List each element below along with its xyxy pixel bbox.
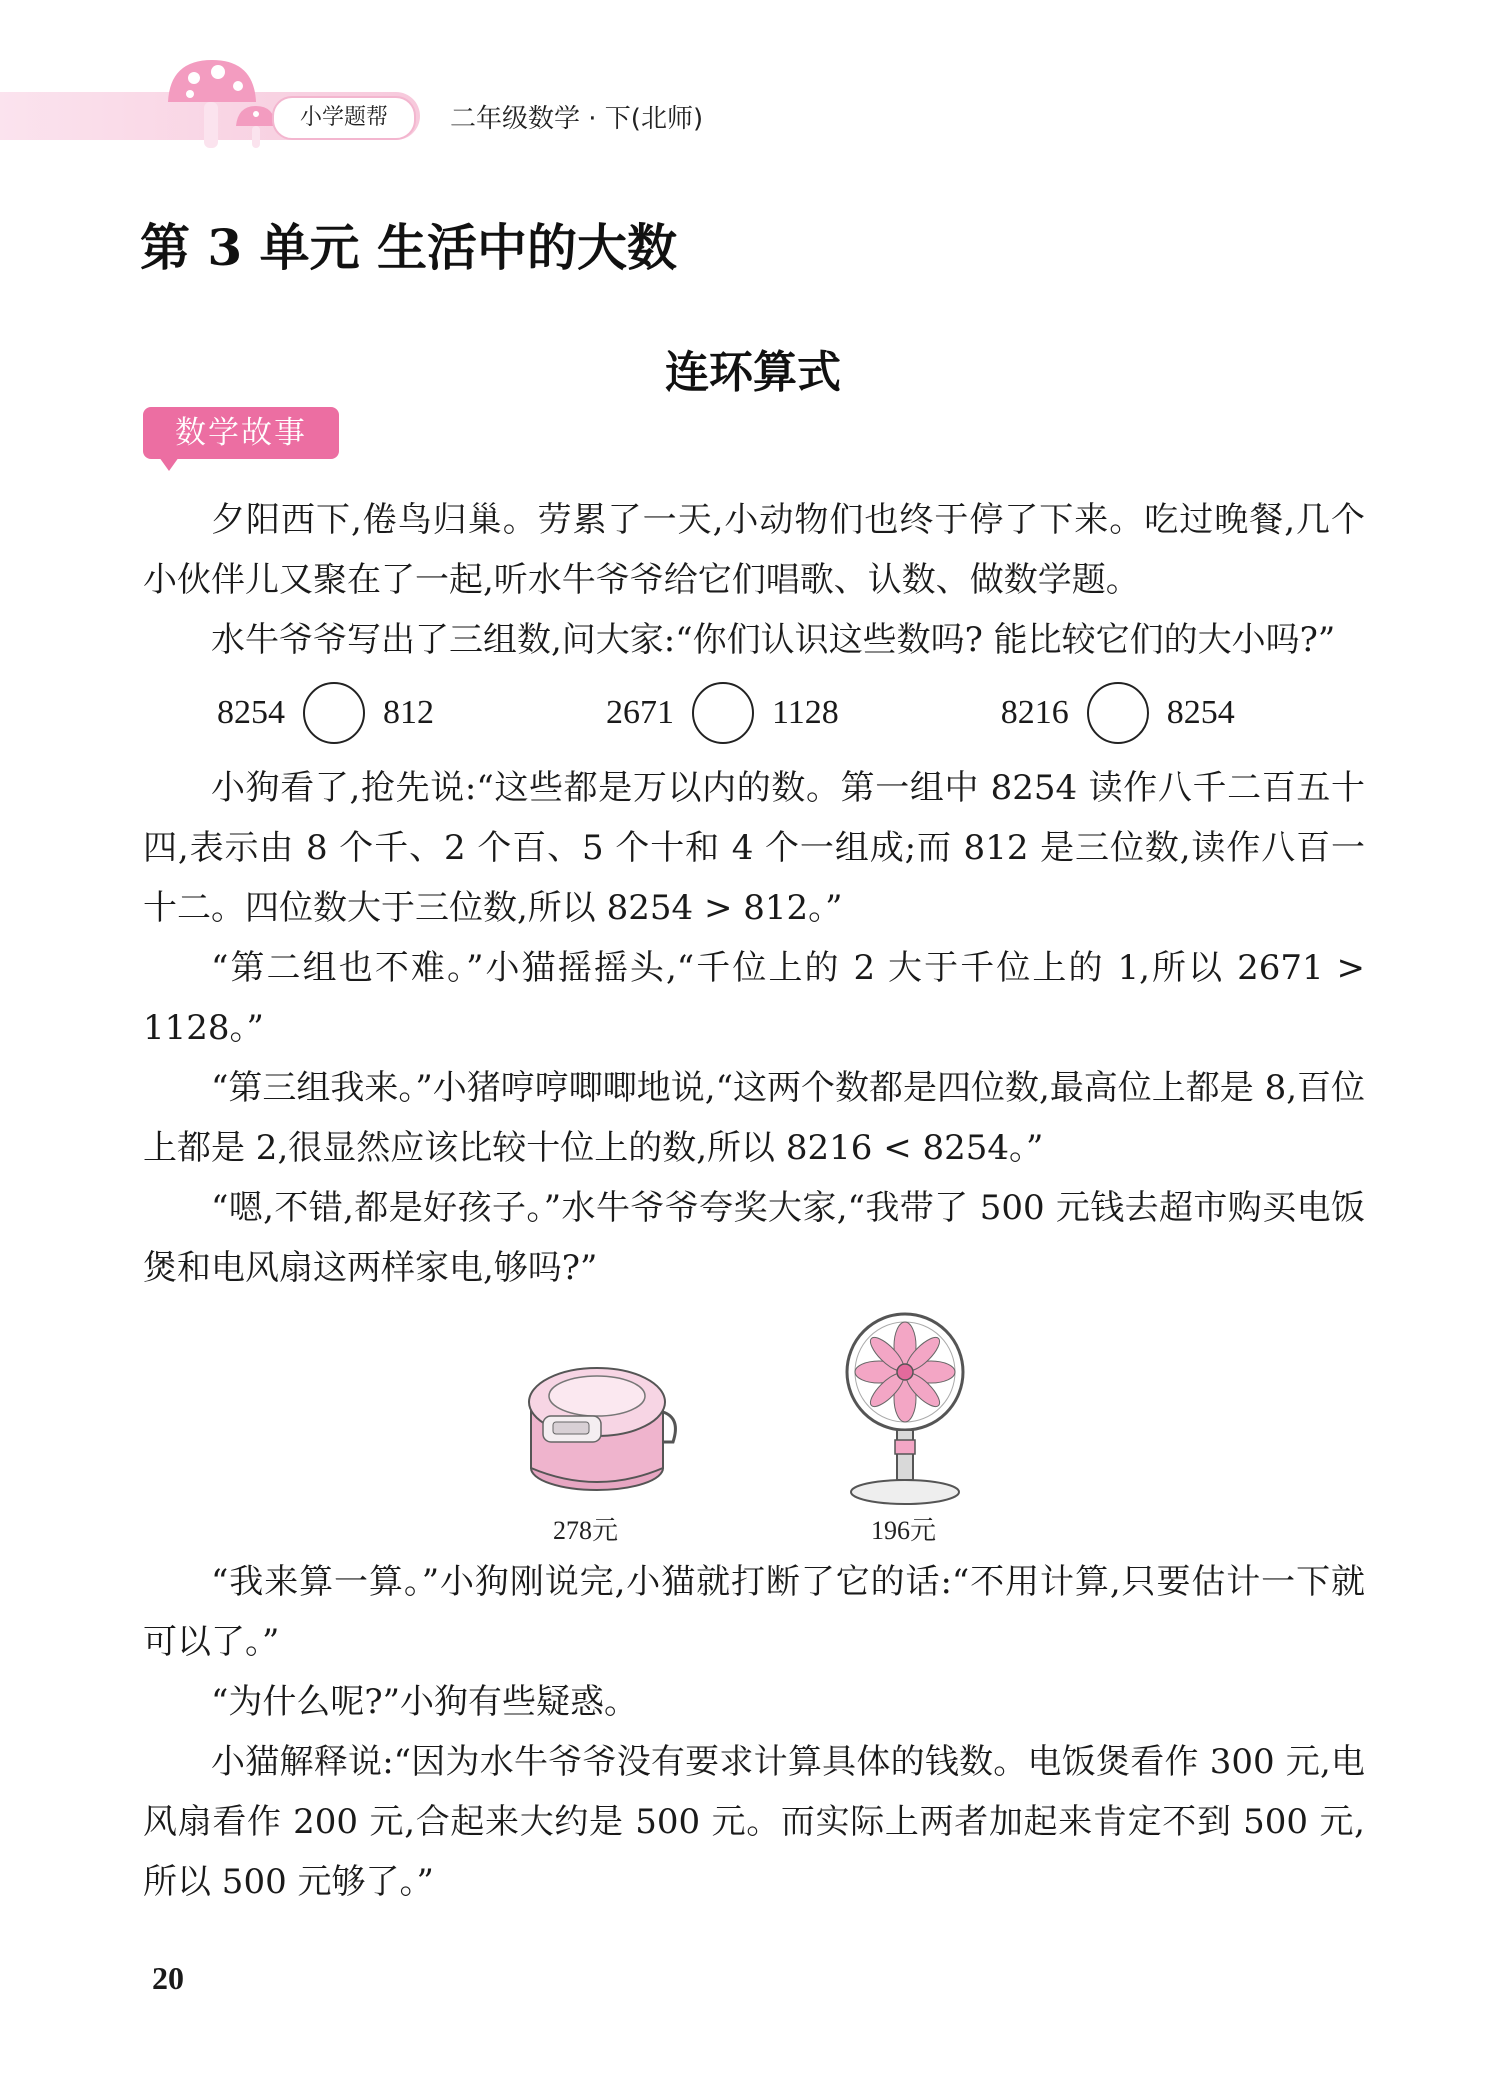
paragraph: 水牛爷爷写出了三组数,问大家:“你们认识这些数吗? 能比较它们的大小吗?” [211,620,1336,660]
paragraph: 小狗看了,抢先说:“这些都是万以内的数。第一组中 8254 读作八千二百五十四,表示由 8 个千、2 个百、5 个十和 4 个一组成;而 812 是三位数,读作八百一十二。四位数大于三位数,所以 8254 > 812。” [143,768,1365,928]
unit-title: 第 3 单元 生活中的大数 [140,218,678,277]
product-illustration [143,1310,1365,1548]
answer-circle[interactable] [1087,682,1149,744]
paragraph: 夕阳西下,倦鸟归巢。劳累了一天,小动物们也终于停了下来。吃过晚餐,几个小伙伴儿又聚在了一起,听水牛爷爷给它们唱歌、认数、做数学题。 [143,500,1365,600]
electric-fan-icon [843,1310,973,1510]
comparison-group [606,682,839,744]
section-tag-label: 数学故事 [175,415,307,451]
comparison-row [143,672,1365,754]
answer-circle[interactable] [303,682,365,744]
paragraph: 小猫解释说:“因为水牛爷爷没有要求计算具体的钱数。电饭煲看作 300 元,电风扇看作 200 元,合起来大约是 500 元。而实际上两者加起来肯定不到 500 元,所以 500 元够了。” [143,1742,1365,1902]
rice-cooker-price: 278元 [553,1516,619,1545]
compare-right-number: 812 [383,694,434,731]
paragraph: “第二组也不难。”小猫摇摇头,“千位上的 2 大于千位上的 1,所以 2671 > 1128。” [143,948,1365,1048]
compare-right-number: 1128 [772,694,839,731]
compare-left-number: 8254 [217,694,285,731]
mushroom-logo-icon [160,54,280,154]
comparison-group [1001,682,1235,744]
electric-fan-price: 196元 [871,1516,937,1545]
book-title: 二年级数学 · 下(北师) [450,104,704,134]
paragraph: “第三组我来。”小猪哼哼唧唧地说,“这两个数都是四位数,最高位上都是 8,百位上都是 2,很显然应该比较十位上的数,所以 8216 < 8254。” [143,1068,1366,1168]
answer-circle[interactable] [692,682,754,744]
rice-cooker-icon [523,1346,683,1496]
lesson-title: 连环算式 [665,347,841,398]
compare-right-number: 8254 [1166,694,1235,731]
compare-left-number: 2671 [606,694,674,731]
compare-left-number: 8216 [1000,694,1069,731]
paragraph: “我来算一算。”小狗刚说完,小猫就打断了它的话:“不用计算,只要估计一下就可以了。” [143,1562,1365,1662]
story-body [143,490,1365,1912]
speech-tail-icon [159,457,179,471]
comparison-group [217,682,434,744]
section-tag [143,407,339,459]
page-number: 20 [152,1960,184,1996]
paragraph: “嗯,不错,都是好孩子。”水牛爷爷夸奖大家,“我带了 500 元钱去超市购买电饭煲和电风扇这两样家电,够吗?” [143,1188,1365,1288]
paragraph: “为什么呢?”小狗有些疑惑。 [211,1682,638,1722]
brand-label: 小学题帮 [272,96,416,140]
